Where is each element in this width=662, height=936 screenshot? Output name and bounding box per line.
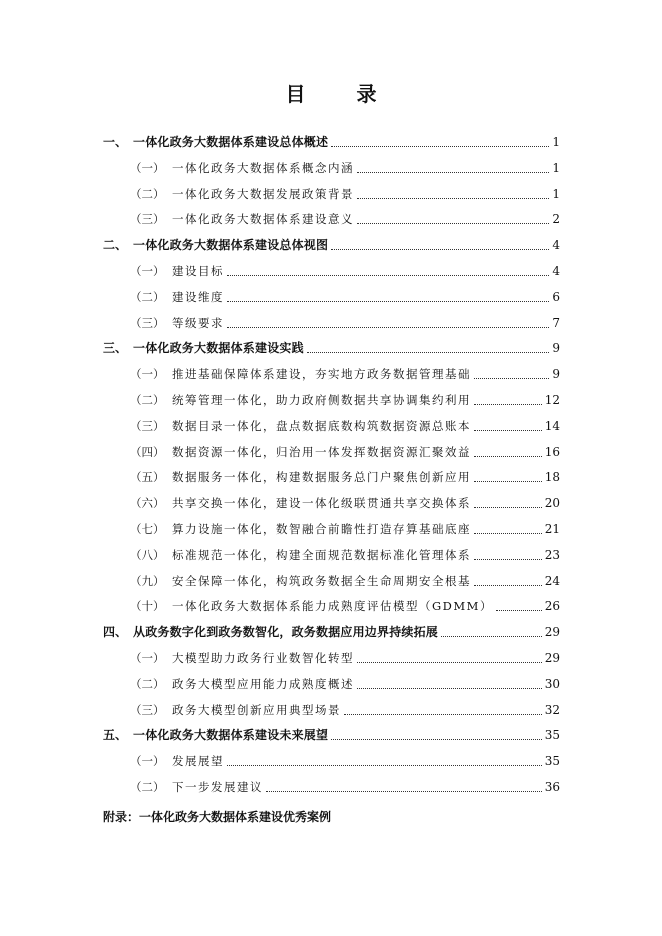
toc-entry-title: 推进基础保障体系建设，夯实地方政务数据管理基础 bbox=[172, 367, 471, 382]
toc-entry-title: 一体化政务大数据体系概念内涵 bbox=[172, 160, 354, 175]
toc-section-entry[interactable] bbox=[130, 642, 560, 666]
toc-entry-title: 一体化政务大数据体系能力成熟度评估模型（GDMM） bbox=[172, 599, 493, 614]
toc-entry-title: 一体化政务大数据体系建设总体视图 bbox=[133, 238, 329, 253]
toc-entry-title: 一体化政务大数据体系建设实践 bbox=[133, 341, 304, 356]
toc-section-entry[interactable] bbox=[130, 307, 560, 331]
toc-entry-title: 大模型助力政务行业数智化转型 bbox=[172, 651, 354, 665]
toc-page-number: 4 bbox=[552, 264, 560, 278]
toc-section-entry[interactable] bbox=[130, 565, 560, 589]
toc-dot-leader bbox=[331, 738, 542, 740]
toc-dot-leader bbox=[266, 790, 542, 792]
toc-page-number: 6 bbox=[552, 289, 560, 304]
toc-dot-leader bbox=[331, 248, 549, 250]
toc-section-entry[interactable] bbox=[130, 384, 560, 408]
toc-entry-number: 一、 bbox=[103, 135, 128, 149]
toc-entry-title: 下一步发展建议 bbox=[172, 780, 263, 794]
toc-dot-leader bbox=[227, 274, 549, 276]
toc-entry-number: （一） bbox=[130, 367, 165, 382]
appendix-entry[interactable]: 附录：一体化政务大数据体系建设优秀案例 bbox=[103, 810, 332, 824]
toc-page-number: 12 bbox=[544, 393, 560, 407]
toc-section-entry[interactable] bbox=[130, 745, 560, 769]
toc-entry-title: 一体化政务大数据体系建设总体概述 bbox=[133, 135, 329, 149]
toc-page-number: 1 bbox=[552, 160, 560, 175]
toc-dot-leader bbox=[441, 635, 542, 637]
toc-dot-leader bbox=[227, 764, 542, 766]
toc-dot-leader bbox=[474, 429, 542, 431]
toc-dot-leader bbox=[307, 351, 549, 353]
toc-entry-number: 三、 bbox=[103, 341, 128, 356]
toc-entry-title: 算力设施一体化，数智融合前瞻性打造存算基础底座 bbox=[172, 522, 471, 536]
toc-entry-number: （二） bbox=[130, 186, 165, 201]
toc-entry-number: （二） bbox=[130, 393, 165, 407]
toc-entry-title: 一体化政务大数据体系建设意义 bbox=[172, 212, 354, 227]
toc-entry-title: 安全保障一体化，构筑政务数据全生命周期安全根基 bbox=[172, 573, 471, 588]
toc-entry-title: 等级要求 bbox=[172, 315, 224, 330]
toc-entry-number: （三） bbox=[130, 212, 165, 227]
toc-page-number: 35 bbox=[544, 728, 560, 743]
toc-entry-number: （一） bbox=[130, 264, 165, 278]
toc-section-entry[interactable] bbox=[130, 668, 560, 692]
toc-entry-number: （四） bbox=[130, 444, 165, 459]
toc-page-number: 20 bbox=[544, 496, 560, 511]
toc-section-entry[interactable] bbox=[130, 487, 560, 511]
toc-page-number: 24 bbox=[544, 573, 560, 588]
page-title: 目 录 bbox=[285, 82, 399, 106]
toc-section-entry[interactable] bbox=[130, 178, 560, 202]
toc-section-entry[interactable] bbox=[130, 461, 560, 485]
toc-page-number: 1 bbox=[552, 186, 560, 201]
toc-page-number: 1 bbox=[552, 135, 560, 149]
toc-page-number: 36 bbox=[544, 780, 560, 794]
toc-page-number: 29 bbox=[544, 651, 560, 665]
toc-page-number: 9 bbox=[552, 341, 560, 356]
toc-dot-leader bbox=[496, 609, 542, 611]
toc-section-entry[interactable] bbox=[130, 694, 560, 718]
toc-entry-title: 政务大模型应用能力成熟度概述 bbox=[172, 676, 354, 691]
toc-dot-leader bbox=[474, 403, 542, 405]
toc-dot-leader bbox=[227, 300, 549, 302]
toc-entry-number: （一） bbox=[130, 651, 165, 665]
toc-dot-leader bbox=[331, 145, 549, 147]
toc-dot-leader bbox=[357, 171, 549, 173]
toc-section-entry[interactable] bbox=[130, 590, 560, 614]
toc-page-number: 32 bbox=[544, 702, 560, 717]
toc-dot-leader bbox=[474, 532, 542, 534]
toc-page-number: 4 bbox=[552, 238, 560, 253]
toc-entry-title: 从政务数字化到政务数智化，政务数据应用边界持续拓展 bbox=[133, 625, 439, 640]
toc-entry-title: 建设目标 bbox=[172, 264, 224, 278]
toc-chapter-entry[interactable] bbox=[103, 616, 560, 640]
toc-entry-title: 一体化政务大数据发展政策背景 bbox=[172, 186, 354, 201]
toc-entry-title: 发展展望 bbox=[172, 754, 224, 769]
toc-section-entry[interactable] bbox=[130, 358, 560, 382]
toc-dot-leader bbox=[357, 222, 549, 224]
toc-dot-leader bbox=[227, 326, 549, 328]
toc-entry-number: （八） bbox=[130, 547, 165, 562]
toc-dot-leader bbox=[357, 687, 542, 689]
toc-entry-number: （二） bbox=[130, 780, 165, 794]
toc-dot-leader bbox=[474, 377, 549, 379]
toc-entry-number: （六） bbox=[130, 496, 165, 511]
toc-chapter-entry[interactable] bbox=[103, 126, 560, 150]
toc-entry-number: （三） bbox=[130, 418, 165, 433]
toc-section-entry[interactable] bbox=[130, 410, 560, 434]
toc-page-number: 16 bbox=[544, 444, 560, 459]
toc-page-number: 21 bbox=[544, 522, 560, 536]
toc-section-entry[interactable] bbox=[130, 281, 560, 305]
toc-page-number: 2 bbox=[552, 212, 560, 227]
toc-section-entry[interactable] bbox=[130, 152, 560, 176]
toc-entry-number: （一） bbox=[130, 754, 165, 769]
toc-entry-number: 二、 bbox=[103, 238, 128, 253]
toc-dot-leader bbox=[474, 506, 542, 508]
toc-entry-number: （三） bbox=[130, 315, 165, 330]
toc-page-number: 18 bbox=[544, 470, 560, 485]
toc-entry-title: 政务大模型创新应用典型场景 bbox=[172, 702, 341, 717]
toc-dot-leader bbox=[474, 455, 542, 457]
toc-entry-title: 建设维度 bbox=[172, 289, 224, 304]
toc-section-entry[interactable] bbox=[130, 771, 560, 795]
toc-entry-number: （十） bbox=[130, 599, 165, 614]
toc-section-entry[interactable] bbox=[130, 203, 560, 227]
toc-entry-number: （三） bbox=[130, 702, 165, 717]
toc-entry-number: （二） bbox=[130, 676, 165, 691]
toc-dot-leader bbox=[357, 661, 542, 663]
toc-chapter-entry[interactable] bbox=[103, 332, 560, 356]
toc-entry-title: 数据目录一体化，盘点数据底数构筑数据资源总账本 bbox=[172, 418, 471, 433]
toc-entry-title: 统筹管理一体化，助力政府侧数据共享协调集约利用 bbox=[172, 393, 471, 407]
toc-entry-title: 数据资源一体化，归治用一体发挥数据资源汇聚效益 bbox=[172, 444, 471, 459]
toc-dot-leader bbox=[357, 197, 549, 199]
toc-entry-number: （二） bbox=[130, 289, 165, 304]
toc-entry-number: （五） bbox=[130, 470, 165, 485]
toc-dot-leader bbox=[344, 713, 542, 715]
toc-page-number: 30 bbox=[544, 676, 560, 691]
toc-page-number: 7 bbox=[552, 315, 560, 330]
toc-page-number: 14 bbox=[544, 418, 560, 433]
toc-page-number: 29 bbox=[544, 625, 560, 640]
toc-page-number: 26 bbox=[544, 599, 560, 614]
toc-entry-title: 一体化政务大数据体系建设未来展望 bbox=[133, 728, 329, 743]
toc-section-entry[interactable] bbox=[130, 436, 560, 460]
toc-entry-title: 标准规范一体化，构建全面规范数据标准化管理体系 bbox=[172, 547, 471, 562]
toc-entry-number: （九） bbox=[130, 573, 165, 588]
toc-dot-leader bbox=[474, 480, 542, 482]
toc-chapter-entry[interactable] bbox=[103, 229, 560, 253]
toc-page-number: 35 bbox=[544, 754, 560, 769]
toc-entry-number: 四、 bbox=[103, 625, 128, 640]
toc-section-entry[interactable] bbox=[130, 539, 560, 563]
toc-section-entry[interactable] bbox=[130, 255, 560, 279]
toc-chapter-entry[interactable] bbox=[103, 719, 560, 743]
toc-entry-title: 数据服务一体化，构建数据服务总门户聚焦创新应用 bbox=[172, 470, 471, 485]
toc-entry-number: （一） bbox=[130, 160, 165, 175]
toc-page-number: 9 bbox=[552, 367, 560, 382]
toc-page-number: 23 bbox=[544, 547, 560, 562]
toc-entry-title: 共享交换一体化，建设一体化级联贯通共享交换体系 bbox=[172, 496, 471, 511]
toc-dot-leader bbox=[474, 558, 542, 560]
toc-entry-number: （七） bbox=[130, 522, 165, 536]
toc-section-entry[interactable] bbox=[130, 513, 560, 537]
toc-entry-number: 五、 bbox=[103, 728, 128, 743]
toc-dot-leader bbox=[474, 584, 542, 586]
